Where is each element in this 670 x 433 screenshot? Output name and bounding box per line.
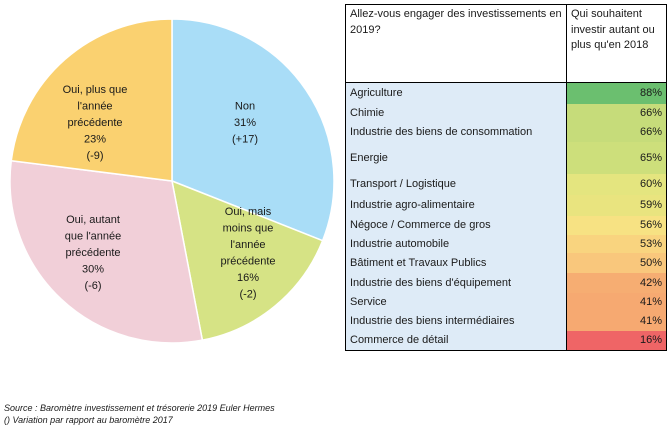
table-row <box>346 216 667 235</box>
sector-value-cell: 42% <box>567 273 667 293</box>
sector-value-cell: 41% <box>567 311 667 331</box>
sector-value-cell: 59% <box>567 195 667 216</box>
sector-name-cell: Transport / Logistique <box>346 174 567 195</box>
sector-value-cell: 53% <box>567 235 667 253</box>
sector-value-cell: 56% <box>567 216 667 235</box>
header-question: Allez-vous engager des investissements en 2019? <box>346 5 567 83</box>
table-row <box>346 83 667 104</box>
pie-slice-label: Oui, plus que l'année précédente 23% (-9) <box>62 84 128 162</box>
source-line: Source : Baromètre investissement et trésorerie 2019 Euler Hermes <box>4 403 275 413</box>
sector-value-cell: 50% <box>567 253 667 273</box>
sector-value-cell: 66% <box>567 104 667 123</box>
sector-name-cell: Commerce de détail <box>346 331 567 351</box>
sector-value-cell: 88% <box>567 83 667 104</box>
sector-value-cell: 16% <box>567 331 667 351</box>
sector-value-cell: 41% <box>567 293 667 311</box>
table-row <box>346 253 667 273</box>
table-row <box>346 174 667 195</box>
investment-intention-pie-chart <box>0 0 345 360</box>
table-row <box>346 142 667 174</box>
sector-value-cell: 66% <box>567 123 667 142</box>
sector-name-cell: Industrie automobile <box>346 235 567 253</box>
pie-slice-label: Oui, autant que l'année précédente 30% (-6) <box>64 214 122 292</box>
sector-name-cell: Industrie des biens d'équipement <box>346 273 567 293</box>
table-row <box>346 195 667 216</box>
source-note <box>4 402 275 426</box>
table-row <box>346 311 667 331</box>
table-header-row <box>346 5 667 83</box>
sector-name-cell: Agriculture <box>346 83 567 104</box>
sector-value-cell: 65% <box>567 142 667 174</box>
variation-note: () Variation par rapport au baromètre 2017 <box>4 415 173 425</box>
table-row <box>346 273 667 293</box>
pie-slice-label: Oui, mais moins que l'année précédente 16% (-2) <box>220 205 276 301</box>
pie-slice-label: Non 31% (+17) <box>232 100 258 146</box>
table-row <box>346 123 667 142</box>
table-row <box>346 235 667 253</box>
sector-name-cell: Energie <box>346 142 567 174</box>
sector-name-cell: Industrie des biens de consommation <box>346 123 567 142</box>
sector-name-cell: Industrie agro-alimentaire <box>346 195 567 216</box>
header-share: Qui souhaitent investir autant ou plus qu'en 2018 <box>567 5 667 83</box>
sector-value-cell: 60% <box>567 174 667 195</box>
table-body <box>346 83 667 351</box>
sector-name-cell: Chimie <box>346 104 567 123</box>
sector-name-cell: Industrie des biens intermédiaires <box>346 311 567 331</box>
sector-investment-table <box>345 4 667 351</box>
sector-name-cell: Négoce / Commerce de gros <box>346 216 567 235</box>
table-row <box>346 104 667 123</box>
table-row <box>346 293 667 311</box>
sector-name-cell: Bâtiment et Travaux Publics <box>346 253 567 273</box>
table-row <box>346 331 667 351</box>
sector-name-cell: Service <box>346 293 567 311</box>
